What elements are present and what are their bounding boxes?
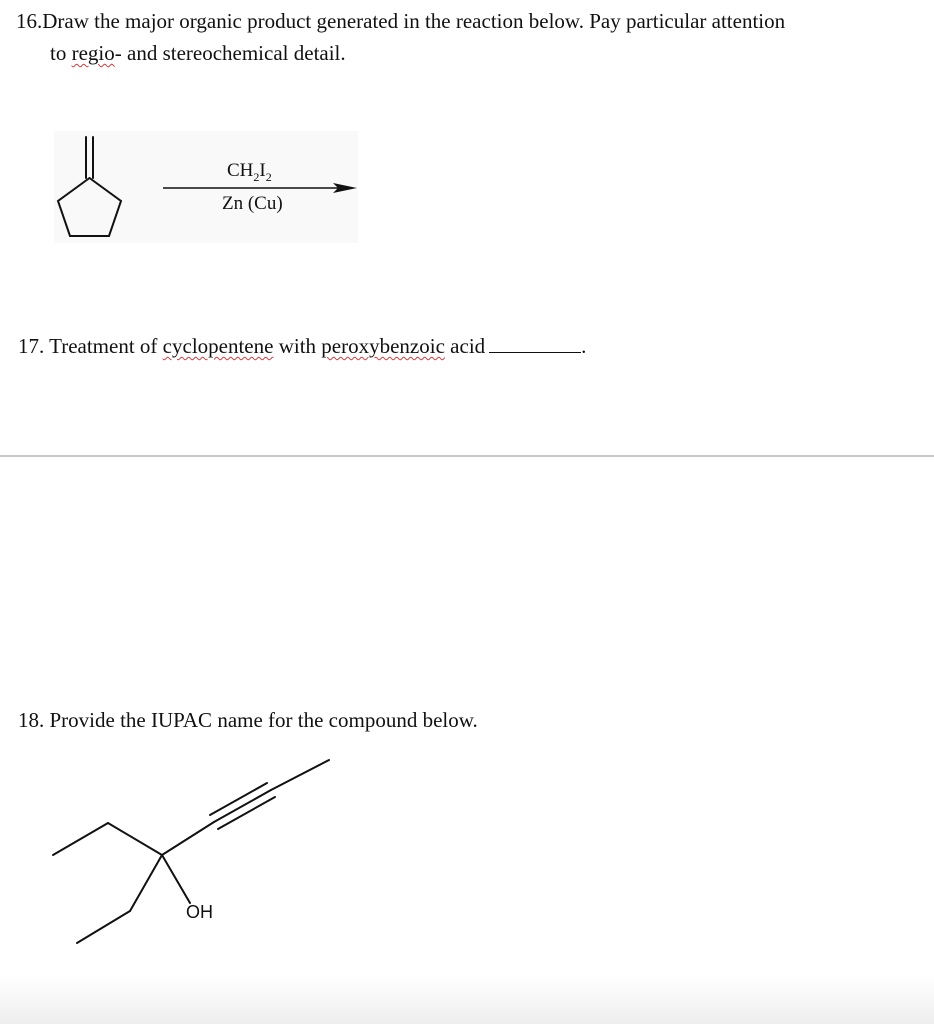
reagent-ch2i2: $CH_2I_2$ [227,160,272,184]
spellcheck-flag-peroxybenzoic[interactable]: peroxybenzoic [321,334,445,358]
question-17: 17. Treatment of cyclopentene with peroxybenzoic acid . [18,334,587,358]
question-18: 18. Provide the IUPAC name for the compound below. [18,708,478,732]
bottom-shadow [0,975,934,1024]
hydroxyl-label: OH [186,902,213,922]
reagent-zn-cu: Zn (Cu) [222,193,283,214]
spellcheck-flag-regio[interactable]: regio [71,41,115,65]
question-16-line-2: to regio- and stereochemical detail. [50,41,346,65]
spellcheck-flag-cyclopentene[interactable]: cyclopentene [162,334,274,358]
question-16-text: 16.Draw the major organic product generated in the reaction below. Pay particular attention [16,9,786,33]
